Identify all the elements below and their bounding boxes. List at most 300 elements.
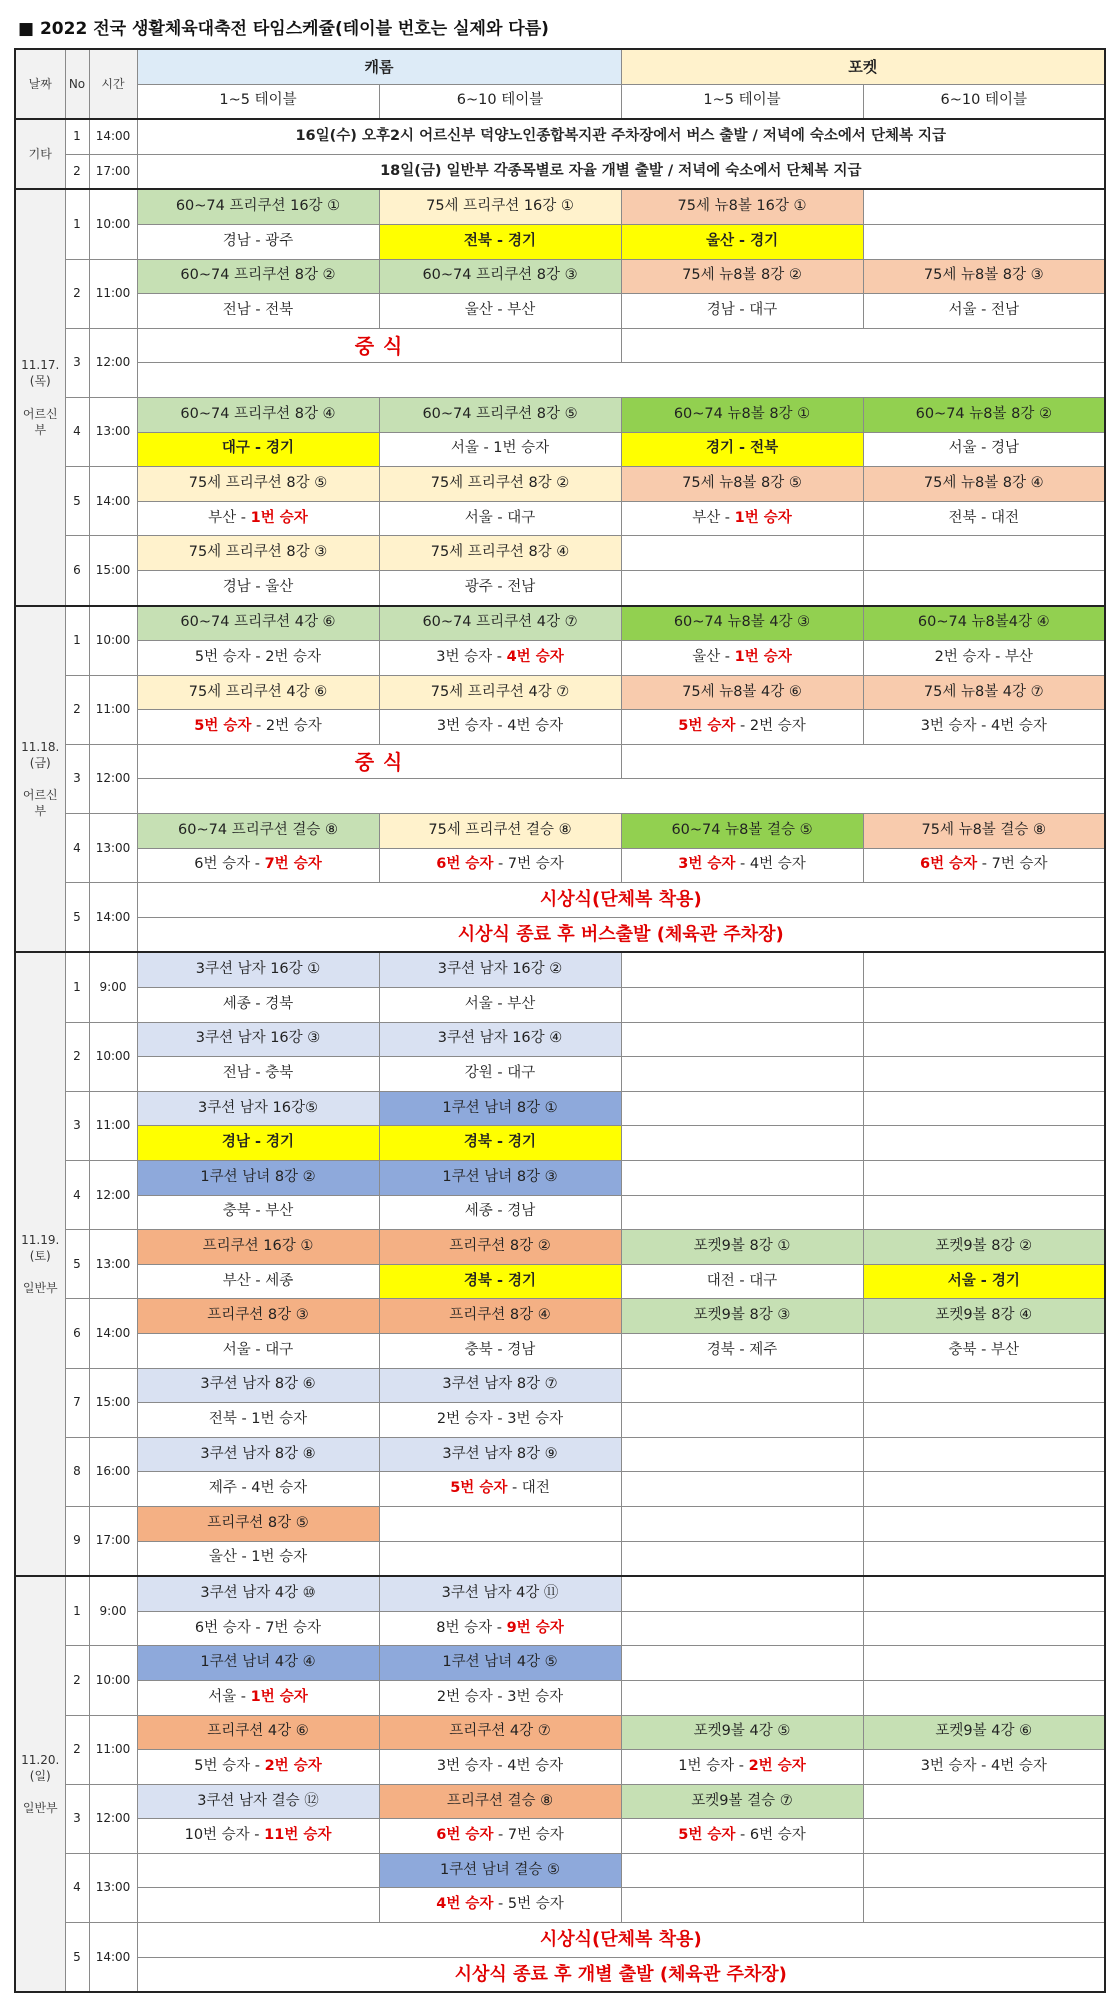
- slot-no: 2: [65, 675, 89, 744]
- matchup-cell: [137, 1472, 379, 1507]
- slot-time: 17:00: [89, 154, 137, 189]
- empty-cell: [863, 1853, 1105, 1888]
- empty-cell: [137, 779, 1105, 814]
- matchup-text: - 2번 승자: [735, 718, 806, 735]
- event-cell: 1쿠션 남녀 8강 ③: [379, 1161, 621, 1196]
- matchup-cell: [137, 1126, 379, 1161]
- empty-cell: [621, 744, 1105, 779]
- slot-no: 6: [65, 536, 89, 606]
- event-cell: 프리쿠션 8강 ⑤: [137, 1506, 379, 1541]
- winner-highlight: 2번 승자: [264, 1757, 322, 1774]
- winner-highlight: 2번 승자: [748, 1757, 806, 1774]
- slot-time: 14:00: [89, 1923, 137, 1993]
- matchup-cell: [379, 1888, 621, 1923]
- event-cell: 3쿠션 남자 결승 ⑫: [137, 1784, 379, 1819]
- matchup-cell: [137, 1264, 379, 1299]
- matchup-text: 경북 - 경기: [463, 1272, 537, 1289]
- event-cell: 3쿠션 남자 8강 ⑦: [379, 1368, 621, 1403]
- empty-cell: [379, 1541, 621, 1576]
- event-cell: 75세 뉴8볼 8강 ③: [863, 259, 1105, 294]
- matchup-text: 울산 - 부산: [464, 301, 536, 318]
- event-cell: 포켓9볼 8강 ②: [863, 1230, 1105, 1265]
- matchup-text: 6번 승자 - 7번 승자: [194, 1619, 322, 1636]
- matchup-cell: [621, 710, 863, 745]
- matchup-text: 2번 승자 - 3번 승자: [436, 1688, 564, 1705]
- matchup-cell: [379, 1264, 621, 1299]
- empty-cell: [621, 1368, 863, 1403]
- empty-cell: [863, 224, 1105, 259]
- slot-no: 1: [65, 1576, 89, 1646]
- event-cell: 3쿠션 남자 16강⑤: [137, 1091, 379, 1126]
- winner-highlight: 5번 승자: [450, 1480, 508, 1497]
- matchup-text: 경남 - 경기: [221, 1134, 295, 1151]
- slot-no: 2: [65, 259, 89, 328]
- winner-highlight: 5번 승자: [194, 718, 252, 735]
- matchup-cell: [379, 1126, 621, 1161]
- matchup-text: 10번 승자 -: [184, 1827, 265, 1844]
- empty-cell: [137, 1853, 379, 1888]
- empty-cell: [863, 1646, 1105, 1681]
- event-cell: 60~74 프리쿠션 8강 ④: [137, 397, 379, 432]
- matchup-text: 전북 - 경기: [463, 232, 537, 249]
- slot-time: 12:00: [89, 1784, 137, 1853]
- slot-no: 6: [65, 1299, 89, 1368]
- matchup-cell: [137, 501, 379, 536]
- empty-cell: [863, 1611, 1105, 1646]
- empty-cell: [621, 988, 863, 1023]
- empty-cell: [621, 1541, 863, 1576]
- matchup-cell: [621, 1750, 863, 1785]
- matchup-cell: [137, 1403, 379, 1438]
- winner-highlight: 4번 승자: [436, 1896, 494, 1913]
- slot-no: 1: [65, 606, 89, 676]
- event-cell: 프리쿠션 4강 ⑦: [379, 1715, 621, 1750]
- header-pocket-tables-6-10: 6~10 테이블: [863, 84, 1105, 119]
- event-cell: 1쿠션 남녀 8강 ①: [379, 1091, 621, 1126]
- matchup-text: 제주 - 4번 승자: [208, 1480, 308, 1497]
- matchup-text: 경북 - 제주: [706, 1341, 778, 1358]
- matchup-text: 광주 - 전남: [464, 578, 536, 595]
- matchup-text: 3번 승자 - 4번 승자: [436, 1757, 564, 1774]
- matchup-text: 울산 - 경기: [705, 232, 779, 249]
- slot-no: 7: [65, 1368, 89, 1437]
- event-cell: 60~74 프리쿠션 4강 ⑦: [379, 606, 621, 641]
- matchup-text: 부산 -: [208, 509, 251, 526]
- event-cell: 3쿠션 남자 8강 ⑨: [379, 1437, 621, 1472]
- matchup-cell: [379, 501, 621, 536]
- matchup-text: 전남 - 충북: [222, 1065, 294, 1082]
- empty-cell: [621, 1022, 863, 1057]
- matchup-cell: [621, 501, 863, 536]
- matchup-cell: [621, 1264, 863, 1299]
- matchup-text: 울산 -: [692, 648, 735, 665]
- event-cell: 75세 프리쿠션 4강 ⑦: [379, 675, 621, 710]
- matchup-text: 3번 승자 - 4번 승자: [920, 1757, 1047, 1774]
- matchup-cell: [379, 570, 621, 605]
- matchup-text: 세종 - 경북: [222, 995, 294, 1012]
- matchup-cell: [621, 432, 863, 467]
- slot-time: 13:00: [89, 1230, 137, 1299]
- slot-no: 4: [65, 397, 89, 466]
- matchup-cell: [621, 1333, 863, 1368]
- event-cell: 1쿠션 남녀 4강 ⑤: [379, 1646, 621, 1681]
- matchup-cell: [621, 294, 863, 329]
- ceremony-note: 시상식 종료 후 버스출발 (체육관 주차장): [137, 917, 1105, 952]
- header-no: No: [65, 49, 89, 119]
- slot-time: 14:00: [89, 119, 137, 154]
- winner-highlight: 1번 승자: [734, 648, 792, 665]
- matchup-text: 충북 - 부산: [222, 1203, 294, 1220]
- matchup-text: 서울 - 부산: [464, 995, 536, 1012]
- empty-cell: [863, 570, 1105, 605]
- event-cell: 프리쿠션 8강 ④: [379, 1299, 621, 1334]
- matchup-cell: [863, 710, 1105, 745]
- event-cell: 75세 뉴8볼 8강 ⑤: [621, 467, 863, 502]
- slot-time: 11:00: [89, 1715, 137, 1784]
- matchup-cell: [137, 432, 379, 467]
- winner-highlight: 1번 승자: [250, 1688, 308, 1705]
- slot-no: 3: [65, 1784, 89, 1853]
- ceremony-note: 시상식 종료 후 개별 출발 (체육관 주차장): [137, 1957, 1105, 1992]
- matchup-text: 5번 승자 - 2번 승자: [194, 648, 322, 665]
- event-cell: 프리쿠션 결승 ⑧: [379, 1784, 621, 1819]
- matchup-text: 서울 - 1번 승자: [450, 440, 550, 457]
- empty-cell: [621, 1611, 863, 1646]
- event-cell: 3쿠션 남자 4강 ⑪: [379, 1576, 621, 1611]
- matchup-cell: [137, 1819, 379, 1854]
- matchup-cell: [137, 224, 379, 259]
- empty-cell: [621, 1195, 863, 1230]
- winner-highlight: 1번 승자: [250, 509, 308, 526]
- empty-cell: [863, 1437, 1105, 1472]
- matchup-cell: [137, 294, 379, 329]
- matchup-text: - 2번 승자: [251, 718, 322, 735]
- header-date: 날짜: [15, 49, 65, 119]
- event-cell: 75세 뉴8볼 8강 ②: [621, 259, 863, 294]
- slot-no: 2: [65, 154, 89, 189]
- winner-highlight: 1번 승자: [734, 509, 792, 526]
- winner-highlight: 11번 승자: [264, 1827, 332, 1844]
- schedule-table: [14, 48, 1106, 1993]
- slot-no: 2: [65, 1646, 89, 1715]
- slot-time: 10:00: [89, 1022, 137, 1091]
- matchup-cell: [137, 1333, 379, 1368]
- matchup-cell: [137, 1541, 379, 1576]
- matchup-cell: [379, 1611, 621, 1646]
- matchup-cell: [137, 1195, 379, 1230]
- slot-no: 2: [65, 1715, 89, 1784]
- empty-cell: [863, 1022, 1105, 1057]
- empty-cell: [621, 570, 863, 605]
- matchup-text: 5번 승자 -: [194, 1757, 265, 1774]
- matchup-text: 3번 승자 - 4번 승자: [920, 718, 1047, 735]
- slot-time: 11:00: [89, 675, 137, 744]
- slot-time: 10:00: [89, 189, 137, 259]
- empty-cell: [863, 1576, 1105, 1611]
- empty-cell: [621, 1091, 863, 1126]
- matchup-text: - 7번 승자: [493, 1827, 564, 1844]
- winner-highlight: 3번 승자: [678, 856, 736, 873]
- matchup-text: 울산 - 1번 승자: [208, 1549, 308, 1566]
- matchup-text: 경남 - 울산: [222, 578, 294, 595]
- slot-no: 5: [65, 467, 89, 536]
- matchup-cell: [379, 1819, 621, 1854]
- event-cell: 프리쿠션 8강 ③: [137, 1299, 379, 1334]
- empty-cell: [863, 988, 1105, 1023]
- slot-time: 9:00: [89, 952, 137, 1022]
- slot-time: 15:00: [89, 536, 137, 606]
- empty-cell: [863, 1368, 1105, 1403]
- matchup-cell: [863, 1333, 1105, 1368]
- slot-no: 3: [65, 1091, 89, 1160]
- ceremony-title: 시상식(단체복 착용): [137, 1923, 1105, 1958]
- slot-time: 16:00: [89, 1437, 137, 1506]
- winner-highlight: 6번 승자: [436, 856, 494, 873]
- matchup-cell: [137, 988, 379, 1023]
- header-pocket: 포켓: [621, 49, 1105, 84]
- empty-cell: [863, 1195, 1105, 1230]
- event-cell: 75세 뉴8볼 8강 ④: [863, 467, 1105, 502]
- event-cell: 75세 프리쿠션 4강 ⑥: [137, 675, 379, 710]
- matchup-cell: [863, 1750, 1105, 1785]
- winner-highlight: 7번 승자: [264, 856, 322, 873]
- event-cell: 3쿠션 남자 8강 ⑥: [137, 1368, 379, 1403]
- note-text: 18일(금) 일반부 각종목별로 자율 개별 출발 / 저녁에 숙소에서 단체복 지급: [137, 154, 1105, 189]
- winner-highlight: 5번 승자: [678, 1827, 736, 1844]
- matchup-text: 경남 - 대구: [706, 301, 778, 318]
- event-cell: 75세 프리쿠션 8강 ③: [137, 536, 379, 571]
- empty-cell: [621, 1646, 863, 1681]
- matchup-text: 서울 - 전남: [948, 301, 1020, 318]
- event-cell: 1쿠션 남녀 8강 ②: [137, 1161, 379, 1196]
- matchup-text: 경기 - 전북: [705, 440, 779, 457]
- matchup-cell: [379, 1333, 621, 1368]
- matchup-cell: [137, 1611, 379, 1646]
- empty-cell: [621, 1057, 863, 1092]
- event-cell: 1쿠션 남녀 결승 ⑤: [379, 1853, 621, 1888]
- matchup-text: - 5번 승자: [493, 1896, 564, 1913]
- empty-cell: [863, 1091, 1105, 1126]
- empty-cell: [863, 1472, 1105, 1507]
- event-cell: 포켓9볼 결승 ⑦: [621, 1784, 863, 1819]
- event-cell: 60~74 뉴8볼 8강 ①: [621, 397, 863, 432]
- empty-cell: [863, 1126, 1105, 1161]
- matchup-text: 2번 승자 - 부산: [934, 648, 1033, 665]
- slot-time: 10:00: [89, 1646, 137, 1715]
- winner-highlight: 5번 승자: [678, 718, 736, 735]
- event-cell: 60~74 뉴8볼 4강 ③: [621, 606, 863, 641]
- matchup-cell: [379, 224, 621, 259]
- matchup-cell: [137, 1750, 379, 1785]
- matchup-text: 3번 승자 -: [436, 648, 507, 665]
- matchup-cell: [379, 1680, 621, 1715]
- slot-no: 4: [65, 1161, 89, 1230]
- event-cell: 60~74 프리쿠션 8강 ③: [379, 259, 621, 294]
- slot-time: 17:00: [89, 1506, 137, 1576]
- empty-cell: [863, 1057, 1105, 1092]
- ceremony-title: 시상식(단체복 착용): [137, 883, 1105, 918]
- slot-no: 5: [65, 883, 89, 953]
- empty-cell: [621, 1888, 863, 1923]
- section-label: 기타: [15, 119, 65, 189]
- slot-time: 9:00: [89, 1576, 137, 1646]
- matchup-cell: [863, 501, 1105, 536]
- empty-cell: [621, 1161, 863, 1196]
- event-cell: 75세 뉴8볼 결승 ⑧: [863, 814, 1105, 849]
- slot-no: 4: [65, 814, 89, 883]
- slot-no: 3: [65, 744, 89, 813]
- matchup-text: 2번 승자 - 3번 승자: [436, 1410, 564, 1427]
- matchup-text: 충북 - 부산: [948, 1341, 1020, 1358]
- matchup-cell: [137, 848, 379, 883]
- slot-time: 11:00: [89, 1091, 137, 1160]
- matchup-text: - 7번 승자: [493, 856, 564, 873]
- matchup-text: 전북 - 1번 승자: [208, 1410, 308, 1427]
- empty-cell: [379, 1506, 621, 1541]
- event-cell: 포켓9볼 4강 ⑥: [863, 1715, 1105, 1750]
- slot-no: 4: [65, 1853, 89, 1922]
- matchup-text: 부산 -: [692, 509, 735, 526]
- empty-cell: [621, 1506, 863, 1541]
- slot-time: 14:00: [89, 467, 137, 536]
- matchup-cell: [863, 848, 1105, 883]
- matchup-text: - 대전: [507, 1480, 550, 1497]
- section-label: 11.18. (금) 어르신 부: [15, 606, 65, 953]
- empty-cell: [621, 952, 863, 987]
- event-cell: 60~74 프리쿠션 결승 ⑧: [137, 814, 379, 849]
- slot-time: 10:00: [89, 606, 137, 676]
- matchup-text: 6번 승자 -: [194, 856, 265, 873]
- event-cell: 3쿠션 남자 16강 ④: [379, 1022, 621, 1057]
- slot-time: 13:00: [89, 397, 137, 466]
- event-cell: 75세 프리쿠션 8강 ⑤: [137, 467, 379, 502]
- matchup-cell: [863, 432, 1105, 467]
- matchup-cell: [137, 1680, 379, 1715]
- matchup-text: 서울 - 경남: [948, 440, 1020, 457]
- empty-cell: [863, 1506, 1105, 1541]
- matchup-cell: [137, 1057, 379, 1092]
- matchup-text: 경북 - 경기: [463, 1134, 537, 1151]
- event-cell: 3쿠션 남자 16강 ①: [137, 952, 379, 987]
- event-cell: 프리쿠션 4강 ⑥: [137, 1715, 379, 1750]
- empty-cell: [863, 189, 1105, 224]
- matchup-cell: [137, 641, 379, 676]
- event-cell: 60~74 뉴8볼4강 ④: [863, 606, 1105, 641]
- slot-time: 15:00: [89, 1368, 137, 1437]
- matchup-text: 전북 - 대전: [948, 509, 1020, 526]
- empty-cell: [621, 1437, 863, 1472]
- matchup-cell: [621, 224, 863, 259]
- matchup-cell: [621, 641, 863, 676]
- slot-no: 1: [65, 952, 89, 1022]
- slot-no: 3: [65, 328, 89, 397]
- header-carom-tables-6-10: 6~10 테이블: [379, 84, 621, 119]
- matchup-cell: [379, 988, 621, 1023]
- event-cell: 75세 뉴8볼 16강 ①: [621, 189, 863, 224]
- empty-cell: [863, 1161, 1105, 1196]
- empty-cell: [621, 1680, 863, 1715]
- matchup-text: 서울 - 대구: [464, 509, 536, 526]
- event-cell: 프리쿠션 16강 ①: [137, 1230, 379, 1265]
- winner-highlight: 6번 승자: [920, 856, 978, 873]
- section-label: 11.19. (토) 일반부: [15, 952, 65, 1576]
- winner-highlight: 4번 승자: [506, 648, 564, 665]
- matchup-text: 서울 - 대구: [222, 1341, 294, 1358]
- lunch-break: 중 식: [137, 328, 621, 363]
- matchup-cell: [379, 710, 621, 745]
- event-cell: 포켓9볼 8강 ①: [621, 1230, 863, 1265]
- event-cell: 75세 뉴8볼 4강 ⑦: [863, 675, 1105, 710]
- matchup-cell: [137, 710, 379, 745]
- empty-cell: [863, 1541, 1105, 1576]
- slot-time: 12:00: [89, 744, 137, 813]
- matchup-text: 대구 - 경기: [221, 440, 295, 457]
- event-cell: 3쿠션 남자 16강 ③: [137, 1022, 379, 1057]
- matchup-cell: [621, 848, 863, 883]
- empty-cell: [863, 1819, 1105, 1854]
- matchup-cell: [379, 1403, 621, 1438]
- empty-cell: [863, 1784, 1105, 1819]
- event-cell: 3쿠션 남자 16강 ②: [379, 952, 621, 987]
- matchup-cell: [379, 432, 621, 467]
- empty-cell: [863, 536, 1105, 571]
- empty-cell: [137, 363, 1105, 398]
- matchup-text: 1번 승자 -: [678, 1757, 749, 1774]
- header-pocket-tables-1-5: 1~5 테이블: [621, 84, 863, 119]
- matchup-cell: [137, 570, 379, 605]
- note-text: 16일(수) 오후2시 어르신부 덕양노인종합복지관 주차장에서 버스 출발 / 저녁에 숙소에서 단체복 지급: [137, 119, 1105, 154]
- matchup-text: - 4번 승자: [735, 856, 806, 873]
- event-cell: 60~74 프리쿠션 8강 ⑤: [379, 397, 621, 432]
- empty-cell: [621, 328, 1105, 363]
- matchup-text: - 6번 승자: [735, 1827, 806, 1844]
- winner-highlight: 9번 승자: [506, 1619, 564, 1636]
- matchup-text: 강원 - 대구: [464, 1065, 536, 1082]
- matchup-cell: [379, 1472, 621, 1507]
- matchup-cell: [863, 641, 1105, 676]
- slot-no: 1: [65, 189, 89, 259]
- matchup-cell: [863, 1264, 1105, 1299]
- event-cell: 75세 프리쿠션 결승 ⑧: [379, 814, 621, 849]
- matchup-text: 충북 - 경남: [464, 1341, 536, 1358]
- empty-cell: [621, 536, 863, 571]
- matchup-cell: [863, 294, 1105, 329]
- matchup-cell: [379, 294, 621, 329]
- slot-no: 9: [65, 1506, 89, 1576]
- empty-cell: [863, 952, 1105, 987]
- matchup-text: - 7번 승자: [977, 856, 1048, 873]
- event-cell: 75세 프리쿠션 8강 ②: [379, 467, 621, 502]
- matchup-cell: [379, 1057, 621, 1092]
- section-label: 11.20. (일) 일반부: [15, 1576, 65, 1992]
- empty-cell: [137, 1888, 379, 1923]
- event-cell: 포켓9볼 4강 ⑤: [621, 1715, 863, 1750]
- slot-no: 5: [65, 1923, 89, 1993]
- empty-cell: [621, 1576, 863, 1611]
- empty-cell: [863, 1888, 1105, 1923]
- page-title: ■ 2022 전국 생활체육대축전 타임스케쥴(테이블 번호는 실제와 다름): [18, 19, 549, 39]
- event-cell: 프리쿠션 8강 ②: [379, 1230, 621, 1265]
- event-cell: 포켓9볼 8강 ③: [621, 1299, 863, 1334]
- matchup-text: 부산 - 세종: [222, 1272, 294, 1289]
- empty-cell: [621, 1853, 863, 1888]
- slot-time: 14:00: [89, 883, 137, 953]
- slot-time: 12:00: [89, 328, 137, 397]
- winner-highlight: 6번 승자: [436, 1827, 494, 1844]
- event-cell: 3쿠션 남자 8강 ⑧: [137, 1437, 379, 1472]
- matchup-text: 전남 - 전북: [222, 301, 294, 318]
- section-label: 11.17. (목) 어르신 부: [15, 189, 65, 605]
